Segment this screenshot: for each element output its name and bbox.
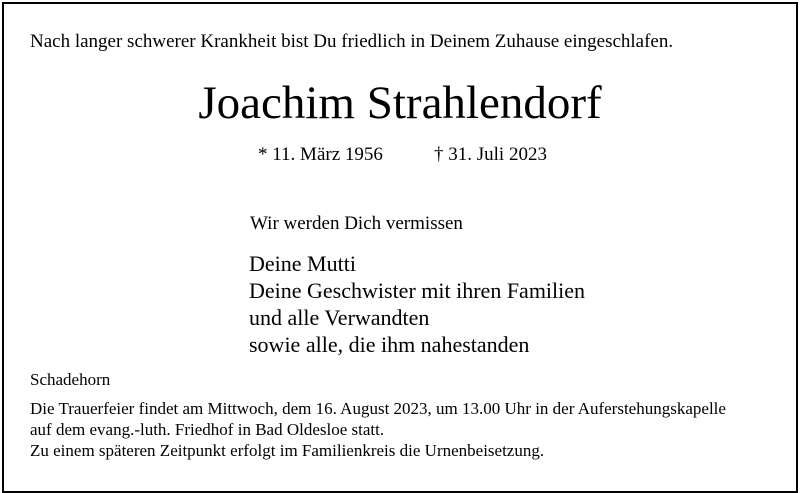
intro-text: Nach langer schwerer Krankheit bist Du friedlich in Deinem Zuhause eingeschlafen. [30,31,674,52]
mourner-line: sowie alle, die ihm nahestanden [249,332,530,357]
death-date: † 31. Juli 2023 [434,144,547,165]
birth-date: * 11. März 1956 [258,144,383,165]
place-name: Schadehorn [30,370,111,389]
mourner-line: Deine Geschwister mit ihren Familien [249,278,586,303]
funeral-line: Die Trauerfeier findet am Mittwoch, dem 16. August 2023, um 13.00 Uhr in der Auferstehungskapelle [30,399,726,418]
mourners-list [249,250,585,358]
funeral-line: auf dem evang.-luth. Friedhof in Bad Oldesloe statt. [30,420,385,439]
funeral-details [30,398,726,461]
mourner-line: und alle Verwandten [249,305,430,330]
mourner-line: Deine Mutti [249,251,356,276]
deceased-name: Joachim Strahlendorf [198,77,602,129]
funeral-line: Zu einem späteren Zeitpunkt erfolgt im Familienkreis die Urnenbeisetzung. [30,441,545,460]
farewell-line: Wir werden Dich vermissen [250,213,463,234]
